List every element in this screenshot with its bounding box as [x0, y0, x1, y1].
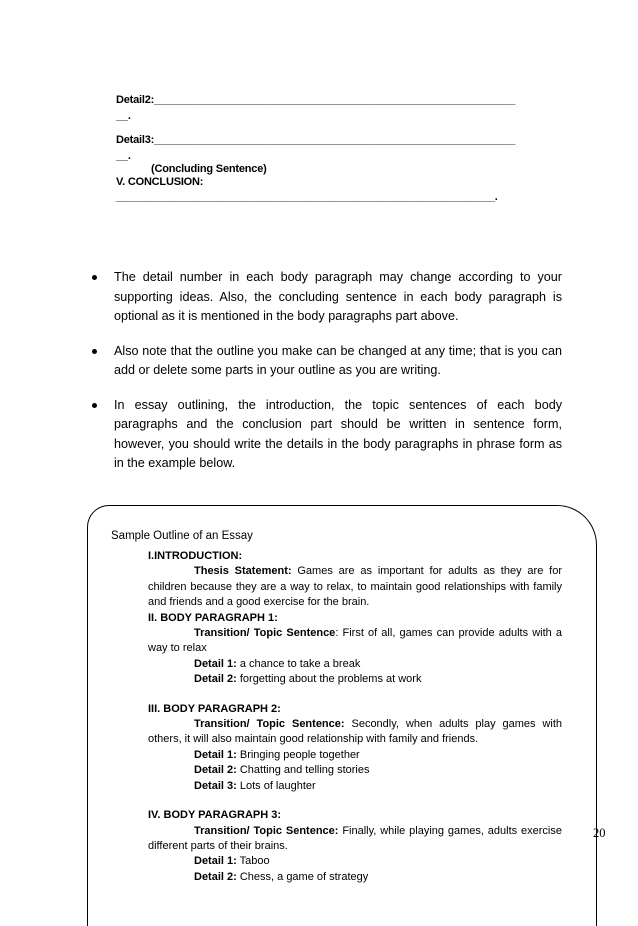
concluding-sentence-label: (Concluding Sentence) — [151, 163, 267, 175]
bp2-heading: III. BODY PARAGRAPH 2: — [148, 702, 281, 715]
bp1-topic-label: Transition/ Topic Sentence — [194, 627, 336, 640]
detail2-line — [116, 94, 515, 106]
note-text: Also note that the outline you make can be changed at any time; that is you can add or delete some parts in your outline as you are writing. — [114, 343, 562, 377]
bullet-icon — [92, 275, 97, 280]
detail-text: Bringing people together — [236, 748, 360, 761]
bp1-detail-1 — [148, 657, 562, 672]
detail-text: a chance to take a break — [236, 657, 361, 670]
intro-heading: I.INTRODUCTION: — [148, 550, 243, 562]
detail-text: Chatting and telling stories — [236, 764, 370, 777]
detail2-label: Detail2: — [116, 94, 155, 106]
note-item — [92, 268, 562, 327]
bp1-topic — [148, 626, 562, 657]
page-number: 20 — [593, 826, 606, 840]
detail2-blank: _____________________________________________________________ — [154, 94, 516, 106]
note-item — [92, 342, 562, 381]
detail-text: Chess, a game of strategy — [236, 870, 369, 883]
bp2-detail-2 — [148, 763, 562, 778]
bp3-topic-text: Finally, while playing games, adults exercise different parts of their brains. — [148, 824, 562, 852]
detail3-line-end: __. — [116, 150, 131, 162]
bullet-icon — [92, 403, 97, 408]
bp1-topic-text: : First of all, games can provide adults with a way to relax — [148, 627, 563, 655]
detail-label: Detail 3: — [194, 779, 237, 792]
bp2-detail-3 — [148, 779, 562, 794]
notes-list — [92, 268, 562, 489]
thesis-label: Thesis Statement: — [194, 565, 292, 578]
detail-label: Detail 1: — [194, 855, 237, 868]
bp3-topic-label: Transition/ Topic Sentence: — [194, 824, 339, 837]
detail-label: Detail 2: — [194, 673, 237, 686]
detail-text: Taboo — [236, 855, 270, 868]
detail3-label: Detail3: — [116, 134, 155, 146]
bp3-topic — [148, 824, 562, 855]
bp2-topic-text: Secondly, when adults play games with others, it will also maintain good relationship with family and friends. — [148, 718, 562, 746]
bp1-heading: II. BODY PARAGRAPH 1: — [148, 611, 278, 624]
conclusion-heading: V. CONCLUSION: — [116, 176, 204, 188]
bp3-detail-2 — [148, 870, 562, 885]
bp2-topic-label: Transition/ Topic Sentence: — [194, 718, 345, 731]
note-item — [92, 396, 562, 474]
detail-label: Detail 1: — [194, 657, 237, 670]
bp3-detail-1 — [148, 854, 562, 869]
detail-label: Detail 2: — [194, 870, 237, 883]
bp1-detail-2 — [148, 672, 562, 687]
note-text: The detail number in each body paragraph may change according to your supporting ideas. Also, the concluding sentence in each body paragraph is optional as it is mentioned in the body paragraphs part above. — [114, 270, 562, 323]
note-text: In essay outlining, the introduction, the topic sentences of each body paragraphs and the conclusion part should be written in sentence form, however, you should write the details in the body paragraphs in phrase form as in the example below. — [114, 397, 562, 470]
sample-outline — [148, 549, 562, 885]
bp3-heading: IV. BODY PARAGRAPH 3: — [148, 809, 282, 822]
detail3-line — [116, 134, 515, 146]
sample-title: Sample Outline of an Essay — [111, 530, 253, 542]
thesis-text: Games are as important for adults as they are for children because they are a way to relax, to maintain good relationships with family and friends and a good exercise for the brain. — [148, 565, 562, 609]
detail2-line-end: __. — [116, 110, 131, 122]
detail-text: forgetting about the problems at work — [236, 673, 422, 686]
detail-label: Detail 1: — [194, 748, 237, 761]
thesis-statement — [148, 564, 562, 610]
conclusion-blank: ________________________________________________________________. — [116, 191, 498, 203]
bp2-topic — [148, 717, 562, 748]
detail-text: Lots of laughter — [236, 779, 316, 792]
detail3-blank: _____________________________________________________________ — [154, 134, 516, 146]
bp2-detail-1 — [148, 748, 562, 763]
bullet-icon — [92, 349, 97, 354]
detail-label: Detail 2: — [194, 764, 237, 777]
